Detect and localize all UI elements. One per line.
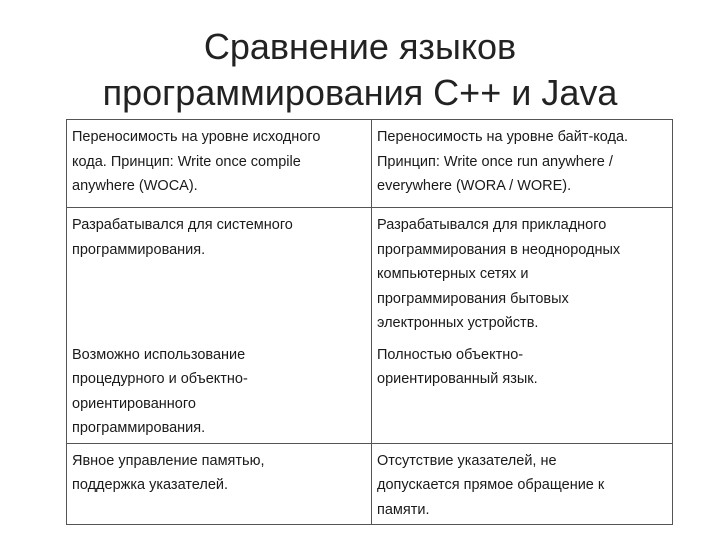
cell-text: Полностью объектно- ориентированный язык. xyxy=(377,346,538,387)
cell-text: Явное управление памятью, поддержка указателей. xyxy=(72,452,265,493)
slide-title-line-1: Сравнение языков xyxy=(203,26,517,67)
table-cell-cpp xyxy=(67,208,372,338)
table-cell-java xyxy=(372,120,673,208)
slide-title xyxy=(0,24,720,116)
slide-title-line-2: программирования С++ и Java xyxy=(102,72,618,113)
table-row xyxy=(67,120,673,208)
table-cell-cpp xyxy=(67,338,372,444)
cell-text: Разрабатывался для системного программирования. xyxy=(72,217,293,258)
cell-text: Разрабатывался для прикладного программирования в неоднородных компьютерных сетях и программирования бытовых электронных устройств. xyxy=(377,217,621,331)
table-cell-java xyxy=(372,208,673,338)
table-cell-java xyxy=(372,443,673,525)
comparison-table xyxy=(66,119,673,525)
cell-text: Возможно использование процедурного и объектно- ориентированного программирования. xyxy=(72,346,248,436)
comparison-table-body xyxy=(67,120,673,525)
cell-text: Отсутствие указателей, не допускается прямое обращение к памяти. xyxy=(377,452,605,518)
table-row xyxy=(67,443,673,525)
table-cell-java xyxy=(372,338,673,444)
cell-text: Переносимость на уровне исходного кода. Принцип: Write once compile anywhere (WOCA). xyxy=(72,129,321,194)
cell-text: Переносимость на уровне байт-кода. Принцип: Write once run anywhere / everywhere (WORA / WORE). xyxy=(377,129,629,194)
table-row xyxy=(67,208,673,338)
table-row xyxy=(67,338,673,444)
table-cell-cpp xyxy=(67,443,372,525)
table-cell-cpp xyxy=(67,120,372,208)
